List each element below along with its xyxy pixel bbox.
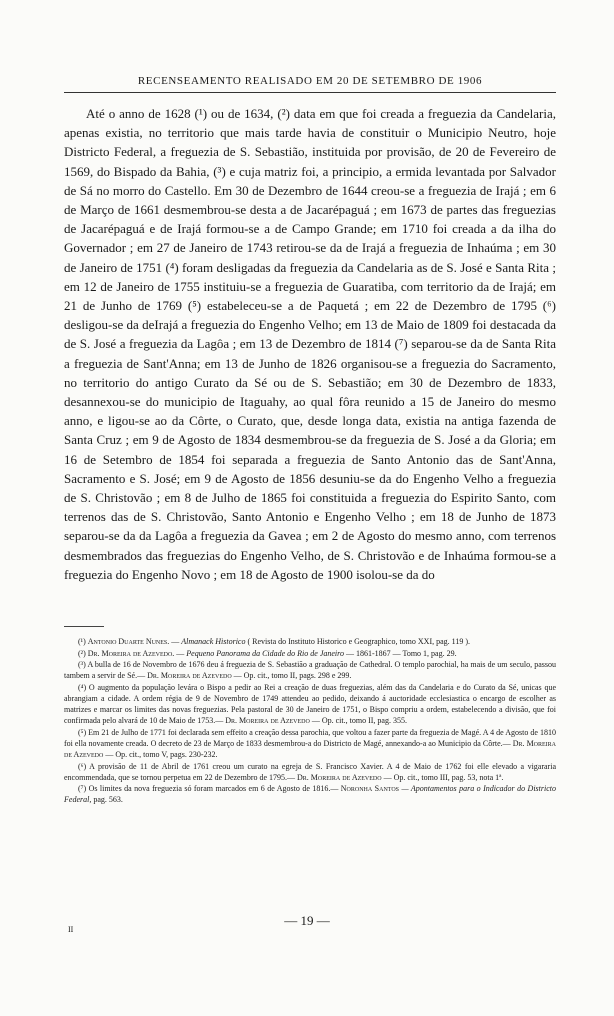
running-header: RECENSEAMENTO REALISADO EM 20 DE SETEMBRO DE 1906 xyxy=(137,75,483,87)
body-paragraph: Até o anno de 1628 (¹) ou de 1634, (²) data em que foi creada a freguezia da Candelaria, apenas existia, no territorio que mais tarde havia de constituir o Municipio Neutro, hoje Districto Federal, a freguezia de S. Sebastião, instituida por provisão, de 20 de Fevereiro de 1569, do Bispado da Bahia, (³) e cuja matriz foi, a principio, a ermida levantada por Salvador de Sá no morro do Castello. Em 30 de Dezembro de 1644 creou-se a freguezia de Irajá ; em 6 de Março de 1661 desmembrou-se desta a de Jacarépaguá ; em 1673 de partes das freguezias de Jacarépaguá e de Irajá formou-se a de Campo Grande; em 1710 foi creada a da ilha do Governador ; em 27 de Janeiro de 1743 retirou-se da de Irajá a freguezia de Inhaúma ; em 30 de Janeiro de 1751 (⁴) foram desligadas da freguezia da Candelaria as de S. José e Santa Rita ; em 12 de Janeiro de 1755 instituiu-se a freguezia de Guaratiba, com territorio da de Irajá; em 21 de Junho de 1769 (⁵) estabeleceu-se a de Paquetá ; em 22 de Dezembro de 1795 (⁶) desligou-se da deIrajá a freguezia do Engenho Velho; em 13 de Maio de 1809 foi destacada da de S. José a freguezia da Lagôa ; em 13 de Dezembro de 1814 (⁷) separou-se da de Santa Rita a freguezia de Sant'Anna; em 13 de Junho de 1826 organisou-se a freguezia do Sacramento, no territorio do antigo Curato da Sé ou de S. Sebastião; em 30 de Dezembro de 1833, desannexou-se do municipio de Itaguahy, ao qual fôra reunido a 15 de Janeiro do mesmo anno, e ligou-se ao da Côrte, o Curato, que, desde longa data, existia na antiga fazenda de Santa Cruz ; em 9 de Agosto de 1834 desmembrou-se da freguezia de S. José a da Gloria; em 16 de Setembro de 1854 foi separada a freguezia de Santo Antonio das de Sant'Anna, Sacramento e S. José; em 9 de Agosto de 1856 desuniu-se da do Engenho Velho a freguezia de S. Christovão ; em 8 de Julho de 1865 foi constituida a freguezia do Espirito Santo, com terrenos das de S. Christovão, Santo Antonio e Engenho Velho ; em 18 de Junho de 1873 separou-se da da Lagôa a freguezia da Gavea ; em 2 de Agosto do mesmo anno, com terrenos desmembrados das freguezias do Engenho Velho, de S. Christovão e de Inhaúma formou-se a freguezia do Engenho Novo ; em 18 de Agosto de 1900 isolou-se da do xyxy=(64,106,556,582)
footnote-author: Dr. Moreira de Azevedo xyxy=(147,671,232,681)
footnote-text: Os limites da nova freguezia só foram marcados em 6 de Agosto de 1816.— xyxy=(88,784,339,794)
page-number: — 19 — xyxy=(284,913,330,928)
footnote-text: A provisão de 11 de Abril de 1761 creou um curato na egreja de S. Francisco Xavier. A 4 de Maio de 1762 foi elle elevado a vigararia encommendada, que se tornou perpetua em 22 de Dezembro de 1795.— xyxy=(64,761,556,782)
footnote-text: A bulla de 16 de Novembro de 1676 deu á freguezia de S. Sebastião a graduação de Cathedral. O templo parochial, ha mais de um seculo, passou tambem a servir de Sé.— xyxy=(64,660,557,681)
footnote-author: Dr. Moreira de Azevedo xyxy=(225,716,310,726)
footnote-marker: (³) xyxy=(78,660,86,670)
footnote-author: Antonio Duarte Nunes. xyxy=(87,637,170,646)
footnote-marker: (¹) xyxy=(78,637,86,646)
footnote-title: Almanack Historico xyxy=(181,637,246,646)
footnote-rest: — Op. cit., tomo II, pag. 355. xyxy=(311,716,407,726)
footnote-rest: ( Revista do Instituto Historico e Geographico, tomo XXI, pag. 119 ). xyxy=(247,637,471,646)
header-rule xyxy=(64,92,556,93)
footnote-author: Dr. Moreira de Azevedo xyxy=(64,738,557,759)
footnote-rule xyxy=(64,626,104,627)
footnote-2: (²) Dr. Moreira de Azevedo. — Pequeno Panorama da Cidade do Rio de Janeiro — 1861-1867 — Tomo 1, pag. 29. xyxy=(78,648,457,658)
footnote-text: Em 21 de Julho de 1771 foi declarada sem effeito a creação dessa parochia, que voltou a fazer parte da freguezia de Magé. A 4 de Agosto de 1810 foi ella novamente creada. O decreto de 23 de Março de 1833 desmembrou-a do Districto de Magé, annexando-a ao Municipio da Côrte.— xyxy=(64,727,557,748)
footnote-marker: (⁵) xyxy=(78,727,87,737)
body-text xyxy=(64,104,556,584)
footnote-7 xyxy=(64,783,556,805)
footnote-author: Noronha Santos xyxy=(340,784,400,794)
footnote-author: Dr. Moreira de Azevedo xyxy=(297,772,382,782)
footnotes xyxy=(64,636,556,806)
footnote-title: — Apontamentos para o Indicador do Districto Federal, xyxy=(64,784,557,805)
footnote-marker: (²) xyxy=(78,648,86,658)
margin-mark: II xyxy=(68,925,74,934)
footnote-1: (¹) Antonio Duarte Nunes. — Almanack Historico ( Revista do Instituto Historico e Geographico, tomo XXI, pag. 119 ). xyxy=(78,637,471,646)
footnote-marker: (⁷) xyxy=(78,784,87,794)
footnote-rest: — 1861-1867 — Tomo 1, pag. 29. xyxy=(345,648,457,658)
footnote-rest: — Op. cit., tomo III, pag. 53, nota 1ª. xyxy=(383,772,504,782)
footnote-author: Dr. Moreira de Azevedo. xyxy=(87,648,175,658)
footnote-5 xyxy=(64,727,556,760)
footnote-6 xyxy=(64,761,556,783)
footnote-rest: — Op. cit., tomo V, pags. 230-232. xyxy=(105,749,218,759)
footnote-marker: (⁶) xyxy=(78,761,87,771)
footnote-text: O augmento da população levára o Bispo a pedir ao Rei a creação de duas freguezias, além das da Candelaria e do Curato da Sé, unicas que abrangiam a cidade. A ordem régia de 9 de Novembro de 1749 attendeu ao pedido, deixando á auctoridade ecclesiastica o encargo de escolher as matrizes e marcar os limites das novas freguezias. Pela pastoral de 30 de Janeiro de 1751, o Bispo compriu a ordem, estabelecendo a divisão, que foi confirmada pelo alvará de 10 de Maio de 1753.— xyxy=(64,682,557,726)
footnote-marker: (⁴) xyxy=(78,682,87,692)
footnote-rest: pag. 563. xyxy=(93,795,123,805)
footnote-4 xyxy=(64,682,556,726)
footnote-title: Pequeno Panorama da Cidade do Rio de Janeiro xyxy=(186,648,344,658)
footnote-3 xyxy=(64,659,556,681)
footnote-rest: — Op. cit., tomo II, pags. 298 e 299. xyxy=(233,671,352,681)
